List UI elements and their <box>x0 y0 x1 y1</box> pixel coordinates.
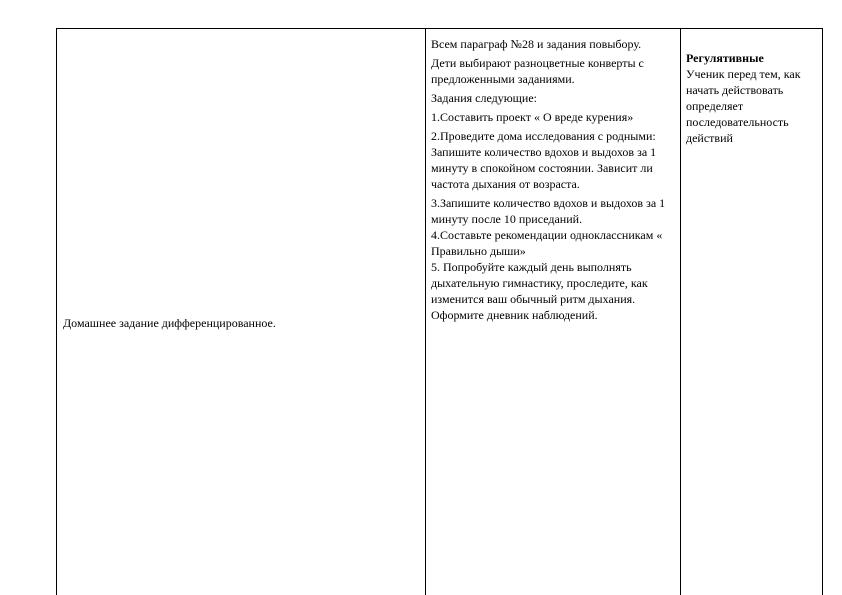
competency-heading: Регулятивные <box>686 51 764 65</box>
table-right-border <box>822 28 823 595</box>
task-paragraph: 1.Составить проект « О вреде курения» <box>431 110 634 124</box>
task-paragraph: Задания следующие: <box>431 91 538 105</box>
column-divider-2 <box>680 28 681 555</box>
column-divider-1-stub <box>425 553 426 595</box>
homework-tasks-cell <box>431 36 677 323</box>
task-paragraph: 4.Составьте рекомендации одноклассникам « Правильно дыши» <box>431 228 663 258</box>
table-left-border <box>56 28 57 595</box>
task-paragraph: 5. Попробуйте каждый день выполнять дыхательную гимнастику, проследите, как изменится ваш обычный ритм дыхания. Оформите дневник наблюдений. <box>431 260 648 322</box>
task-paragraph: 2.Проведите дома исследования с родными: Запишите количество вдохов и выдохов за 1 минуту в спокойном состоянии. Зависит ли частота дыхания от возраста. <box>431 129 657 191</box>
homework-label: Домашнее задание дифференцированное. <box>63 316 276 330</box>
task-paragraph: Дети выбирают разноцветные конверты с предложенными заданиями. <box>431 56 644 86</box>
column-divider-2-stub <box>680 553 681 595</box>
task-paragraph: 3.Запишите количество вдохов и выдохов за 1 минуту после 10 приседаний. <box>431 196 666 226</box>
competency-text: Ученик перед тем, как начать действовать определяет последовательность действий <box>686 67 801 145</box>
column-divider-1 <box>425 28 426 555</box>
table-top-border <box>56 28 823 29</box>
task-paragraph: Всем параграф №28 и задания повыбору. <box>431 37 642 51</box>
competency-cell <box>686 50 818 146</box>
